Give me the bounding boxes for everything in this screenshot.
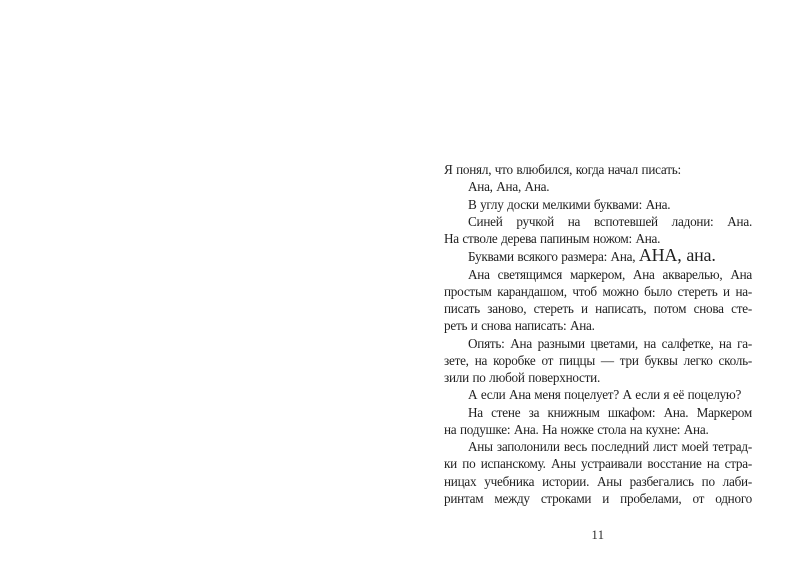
text-line: Ана, Ана, Ана. — [468, 179, 550, 195]
text-column — [444, 161, 752, 507]
text-line: Я понял, что влюбился, когда начал писать: — [444, 162, 681, 177]
text-line: писать заново, стереть и написать, потом снова сте- — [444, 301, 752, 316]
page-number: 11 — [591, 528, 605, 542]
text-line: ки по испанскому. Аны устраивали восстание на стра- — [444, 456, 752, 472]
text-line: Аны заполонили весь последний лист моей тетрад- — [468, 439, 752, 454]
text-line: Ана светящимся маркером, Ана акварелью, Ана — [468, 266, 752, 282]
text-line-normal-part: Буквами всякого размера: Ана, — [468, 249, 639, 265]
text-line: На стене за книжным шкафом: Ана. Маркером — [468, 404, 752, 420]
text-line: ницах учебника истории. Аны разбегались по лаби- — [444, 473, 752, 489]
text-line: на подушке: Ана. На ножке стола на кухне: Ана. — [444, 421, 709, 437]
text-line: зили по любой поверхности. — [444, 370, 601, 385]
text-line: На стволе дерева папиным ножом: Ана. — [444, 231, 661, 246]
text-line: простым карандашом, чтоб можно было стереть и на- — [444, 283, 752, 299]
text-line: реть и снова написать: Ана. — [444, 318, 595, 334]
text-line: Опять: Ана разными цветами, на салфетке, на га- — [468, 335, 752, 351]
text-line: А если Ана меня поцелует? А если я её поцелую? — [468, 387, 742, 403]
text-line: Синей ручкой на вспотевшей ладони: Ана. — [468, 213, 752, 229]
oversized-ana-text: АНА, ана. — [638, 245, 716, 266]
text-line: зете, на коробке от пиццы — три буквы легко сколь- — [444, 352, 752, 368]
text-line: В углу доски мелкими буквами: Ана. — [468, 196, 671, 212]
text-line — [444, 247, 752, 265]
text-line: ринтам между строками и пробелами, от одного — [444, 490, 752, 506]
